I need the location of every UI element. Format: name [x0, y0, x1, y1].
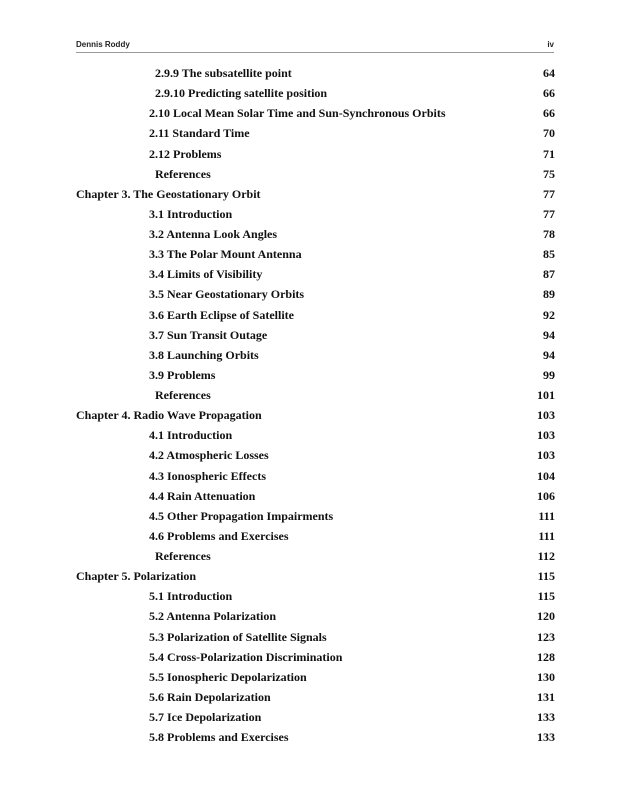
- toc-entry-title: 2.9.9 The subsatellite point: [155, 66, 292, 80]
- toc-entry[interactable]: [0, 184, 617, 204]
- toc-entry-page: 87: [543, 267, 555, 282]
- header-page-number: iv: [547, 40, 554, 49]
- toc-entry[interactable]: [0, 606, 617, 626]
- toc-entry-page: 103: [537, 408, 555, 423]
- toc-entry-page: 130: [537, 669, 555, 684]
- page-header: [76, 38, 554, 53]
- toc-entry-title: 5.4 Cross-Polarization Discrimination: [149, 649, 343, 664]
- toc-entry[interactable]: [0, 707, 617, 727]
- toc-entry-page: 133: [537, 730, 555, 745]
- toc-entry[interactable]: [0, 647, 617, 667]
- toc-entry-title: 5.7 Ice Depolarization: [149, 710, 262, 724]
- toc-entry-page: 75: [543, 166, 555, 181]
- toc-entry-title: Chapter 4. Radio Wave Propagation: [76, 408, 262, 423]
- toc-entry-page: 66: [543, 106, 555, 121]
- toc-entry-page: 128: [537, 649, 555, 664]
- toc-entry[interactable]: [0, 526, 617, 546]
- toc-entry-page: 104: [537, 468, 555, 483]
- toc-entry-page: 70: [543, 126, 555, 141]
- toc-entry-page: 94: [543, 327, 555, 342]
- toc-entry-title: 2.12 Problems: [149, 146, 222, 161]
- toc-entry[interactable]: [0, 264, 617, 284]
- toc-entry-page: 106: [537, 488, 555, 503]
- toc-entry-title: 2.9.10 Predicting satellite position: [155, 86, 328, 101]
- toc-entry-title: Chapter 5. Polarization: [76, 569, 197, 584]
- toc-entry[interactable]: [0, 466, 617, 486]
- toc-entry-title: 4.6 Problems and Exercises: [149, 528, 289, 543]
- toc-entry[interactable]: [0, 103, 617, 123]
- toc-entry[interactable]: [0, 687, 617, 707]
- toc-entry-page: 111: [538, 508, 555, 523]
- table-of-contents: [0, 63, 617, 747]
- toc-entry-page: 120: [537, 609, 555, 624]
- toc-entry-title: 4.5 Other Propagation Impairments: [149, 508, 334, 523]
- toc-entry[interactable]: [0, 63, 617, 83]
- toc-entry-page: 77: [543, 186, 555, 201]
- toc-entry-page: 123: [537, 629, 555, 644]
- toc-entry-title: 4.1 Introduction: [149, 428, 233, 443]
- toc-entry-title: 5.6 Rain Depolarization: [149, 689, 271, 704]
- toc-entry-title: 3.8 Launching Orbits: [149, 347, 259, 362]
- toc-entry-title: 3.3 The Polar Mount Antenna: [149, 247, 302, 262]
- toc-entry-title: 2.10 Local Mean Solar Time and Sun-Synchronous Orbits: [149, 106, 446, 121]
- toc-entry-page: 115: [537, 589, 555, 604]
- toc-entry[interactable]: [0, 224, 617, 244]
- toc-entry-page: 89: [543, 287, 555, 302]
- toc-entry-page: 85: [543, 247, 555, 262]
- toc-entry[interactable]: [0, 244, 617, 264]
- toc-entry-title: 3.2 Antenna Look Angles: [149, 227, 278, 241]
- toc-entry-title: Chapter 3. The Geostationary Orbit: [76, 186, 261, 201]
- toc-entry-title: 4.2 Atmospheric Losses: [149, 448, 269, 463]
- toc-entry-title: 3.1 Introduction: [149, 206, 233, 221]
- toc-entry[interactable]: [0, 305, 617, 325]
- toc-entry-page: 133: [537, 710, 555, 724]
- toc-entry-page: 103: [537, 428, 555, 443]
- toc-entry[interactable]: [0, 486, 617, 506]
- toc-entry[interactable]: [0, 445, 617, 465]
- toc-entry[interactable]: [0, 566, 617, 586]
- toc-entry-title: 5.5 Ionospheric Depolarization: [149, 669, 307, 684]
- toc-entry-title: 4.3 Ionospheric Effects: [149, 468, 266, 483]
- toc-entry-page: 78: [543, 227, 555, 241]
- toc-entry-title: 3.6 Earth Eclipse of Satellite: [149, 307, 294, 322]
- toc-entry-page: 131: [537, 689, 555, 704]
- toc-entry[interactable]: [0, 667, 617, 687]
- toc-entry-page: 103: [537, 448, 555, 463]
- toc-entry-title: References: [155, 166, 211, 181]
- toc-entry-page: 99: [543, 367, 555, 382]
- toc-entry-page: 111: [538, 528, 555, 543]
- toc-entry-page: 101: [537, 388, 555, 402]
- toc-entry[interactable]: [0, 365, 617, 385]
- toc-entry-page: 77: [543, 206, 555, 221]
- toc-entry[interactable]: [0, 385, 617, 405]
- toc-entry-title: 3.4 Limits of Visibility: [149, 267, 263, 282]
- toc-entry-title: References: [155, 549, 211, 563]
- toc-entry[interactable]: [0, 506, 617, 526]
- toc-entry-title: 3.7 Sun Transit Outage: [149, 327, 268, 342]
- toc-entry-title: References: [155, 388, 211, 402]
- toc-entry-title: 5.1 Introduction: [149, 589, 233, 604]
- header-author: Dennis Roddy: [76, 40, 130, 49]
- toc-entry[interactable]: [0, 284, 617, 304]
- toc-entry-page: 115: [537, 569, 555, 584]
- toc-entry[interactable]: [0, 546, 617, 566]
- toc-entry-title: 5.8 Problems and Exercises: [149, 730, 289, 745]
- toc-entry-page: 112: [537, 549, 555, 563]
- toc-entry-page: 64: [543, 66, 555, 80]
- toc-entry-title: 2.11 Standard Time: [149, 126, 250, 141]
- toc-entry[interactable]: [0, 204, 617, 224]
- toc-entry-page: 66: [543, 86, 555, 101]
- toc-entry-page: 71: [543, 146, 555, 161]
- toc-entry[interactable]: [0, 627, 617, 647]
- toc-entry[interactable]: [0, 144, 617, 164]
- toc-entry[interactable]: [0, 123, 617, 143]
- toc-entry[interactable]: [0, 727, 617, 747]
- toc-entry[interactable]: [0, 325, 617, 345]
- toc-entry[interactable]: [0, 164, 617, 184]
- toc-entry-title: 3.5 Near Geostationary Orbits: [149, 287, 305, 302]
- toc-entry-title: 5.2 Antenna Polarization: [149, 609, 277, 624]
- toc-entry-page: 94: [543, 347, 555, 362]
- toc-entry[interactable]: [0, 425, 617, 445]
- toc-entry[interactable]: [0, 405, 617, 425]
- toc-entry[interactable]: [0, 345, 617, 365]
- toc-entry-title: 4.4 Rain Attenuation: [149, 488, 256, 503]
- toc-entry[interactable]: [0, 83, 617, 103]
- toc-entry[interactable]: [0, 586, 617, 606]
- toc-entry-title: 3.9 Problems: [149, 367, 216, 382]
- toc-entry-title: 5.3 Polarization of Satellite Signals: [149, 629, 327, 644]
- toc-entry-page: 92: [543, 307, 555, 322]
